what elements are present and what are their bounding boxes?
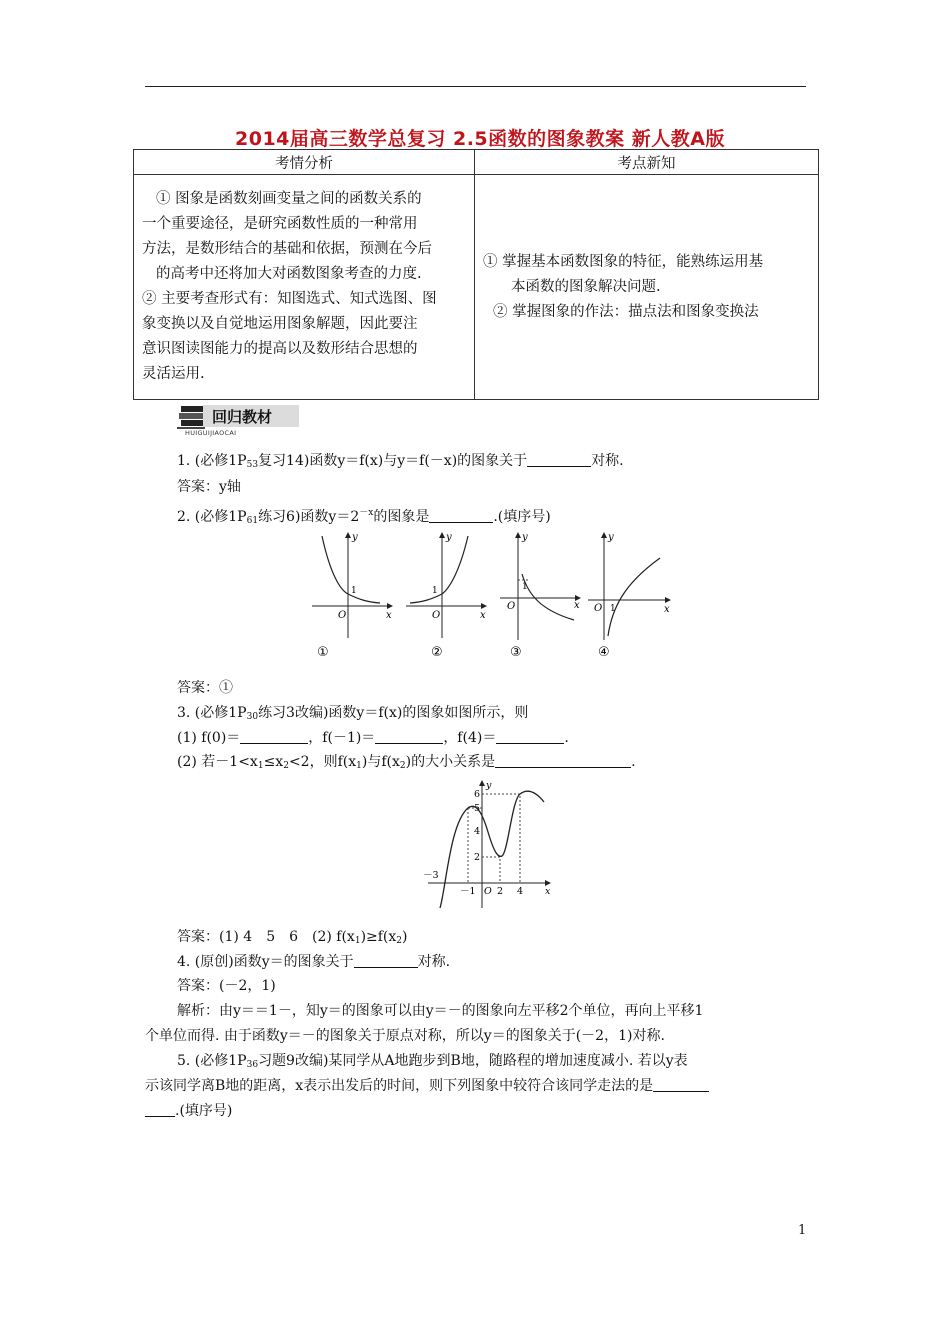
- answer-4: 答案：(－2，1): [177, 978, 276, 994]
- axis-label-x: x: [545, 886, 551, 897]
- axis-label-y: y: [486, 780, 492, 791]
- section-badge: [175, 400, 301, 440]
- question-5-line-3: .(填序号): [145, 1100, 232, 1122]
- section-pinyin: HUIGUIJIAOCAI: [185, 429, 237, 437]
- q2-graphs: [300, 528, 680, 668]
- origin-label: O: [594, 603, 603, 614]
- answer-blank: [496, 729, 564, 744]
- question-4: 4. (原创)函数y＝的图象关于 对称.: [177, 954, 451, 970]
- page-number: 1: [798, 1223, 807, 1238]
- knowledge-line: ① 掌握基本函数图象的特征，能熟练运用基: [483, 253, 764, 270]
- axis-label-y: y: [446, 532, 452, 543]
- section-title: 回归教材: [212, 408, 273, 426]
- knowledge-line: ② 掌握图象的作法：描点法和图象变换法: [493, 303, 759, 320]
- origin-label: O: [432, 610, 441, 621]
- answer-2: 答案：①: [177, 680, 233, 696]
- tick-label: 1: [432, 586, 438, 596]
- answer-blank: [145, 1102, 175, 1117]
- analysis-table: [133, 149, 819, 400]
- tick-label: 4: [517, 886, 524, 897]
- answer-blank: [354, 953, 418, 968]
- graph-label-1: ①: [317, 645, 329, 660]
- axis-label-x: x: [574, 600, 580, 611]
- table-header-knowledge: 考点新知: [475, 150, 819, 175]
- analysis-4-line-1: 解析：由y＝＝1－，知y＝的图象可以由y＝－的图象向左平移2个单位，再向上平移1: [177, 1003, 704, 1019]
- analysis-line: 灵活运用.: [142, 366, 205, 382]
- axis-label-y: y: [522, 532, 528, 543]
- graph-label-3: ③: [510, 645, 522, 660]
- answer-1: 答案：y轴: [177, 479, 241, 495]
- tick-label: －1: [460, 886, 476, 897]
- analysis-line: 象变换以及自觉地运用图象解题，因此要注: [142, 316, 418, 332]
- analysis-line: ① 图象是函数刻画变量之间的函数关系的: [156, 191, 422, 207]
- axis-label-y: y: [608, 532, 614, 543]
- answer-blank: [527, 452, 591, 467]
- tick-label: 1: [351, 586, 357, 596]
- analysis-line: 的高考中还将加大对函数图象考查的力度.: [156, 266, 422, 282]
- tick-label: 1: [610, 604, 616, 614]
- knowledge-line: 本函数的图象解决问题.: [511, 278, 661, 295]
- axis-label-x: x: [386, 610, 392, 621]
- tick-label: 2: [474, 852, 481, 863]
- question-3: 3. (必修$1P_{30}$练习3改编)函数y＝f(x)的图象如图所示，则: [177, 705, 529, 722]
- question-3-part-1: (1) f(0)＝ ，f(－1)＝ ，f(4)＝ .: [177, 730, 569, 746]
- analysis-cell: [134, 175, 475, 400]
- answer-blank: [653, 1077, 709, 1092]
- answer-blank: [375, 729, 443, 744]
- answer-blank: [429, 508, 493, 523]
- graph-option-4: [588, 532, 670, 640]
- question-2: 2. (必修$1P_{61}$练习6)函数$y=2^{-x}$的图象是 .(填序号): [177, 508, 551, 526]
- knowledge-cell: [475, 175, 819, 400]
- tick-label: 4: [474, 826, 481, 837]
- q3-graph: [420, 778, 560, 913]
- tick-label: －3: [423, 870, 439, 881]
- tick-label: 6: [474, 789, 481, 800]
- question-1: 1. (必修$1P_{53}$复习14)函数y＝f(x)与y＝f(－x)的图象关于 对称.: [177, 453, 624, 470]
- graph-label-2: ②: [431, 645, 443, 660]
- graph-option-2: [406, 532, 486, 638]
- question-5: 5. (必修$1P_{36}$习题9改编)某同学从A地跑步到B地，随路程的增加速度减小. 若以y表: [177, 1053, 688, 1070]
- origin-label: O: [338, 610, 347, 621]
- analysis-line: ② 主要考查形式有：知图选式、知式选图、图: [142, 291, 437, 307]
- origin-label: O: [507, 601, 516, 612]
- graph-option-1: [312, 532, 392, 638]
- answer-3: 答案：(1) 4 5 6 (2) $f(x_1)\ge f(x_2)$: [177, 929, 408, 946]
- answer-blank: [495, 753, 631, 768]
- tick-label: 1: [522, 582, 528, 592]
- question-3-part-2: (2) 若$-1<x_1\le x_2<2$，则$f(x_1)$与$f(x_2)$的大小关系是 .: [177, 754, 636, 771]
- page-title: 2014届高三数学总复习 2.5函数的图象教案 新人教A版: [235, 128, 725, 150]
- tick-label: 2: [497, 886, 504, 897]
- header-rule: [145, 86, 806, 87]
- table-header-analysis: 考情分析: [134, 150, 475, 175]
- analysis-line: 一个重要途径，是研究函数性质的一种常用: [142, 216, 418, 232]
- analysis-line: 意识图读图能力的提高以及数形结合思想的: [142, 341, 418, 357]
- origin-label: O: [484, 886, 492, 897]
- analysis-4-line-2: 个单位而得. 由于函数y＝－的图象关于原点对称，所以y＝的图象关于(－2，1)对称.: [145, 1028, 665, 1044]
- axis-label-x: x: [664, 604, 670, 615]
- graph-option-3: [500, 532, 580, 640]
- analysis-line: 方法，是数形结合的基础和依据，预测在今后: [142, 241, 432, 257]
- answer-blank: [240, 729, 308, 744]
- graph-label-4: ④: [598, 645, 610, 660]
- question-5-line-2: 示该同学离B地的距离，x表示出发后的时间，则下列图象中较符合该同学走法的是: [145, 1075, 709, 1097]
- axis-label-y: y: [352, 532, 358, 543]
- tick-label: 5: [474, 803, 481, 814]
- axis-label-x: x: [480, 610, 486, 621]
